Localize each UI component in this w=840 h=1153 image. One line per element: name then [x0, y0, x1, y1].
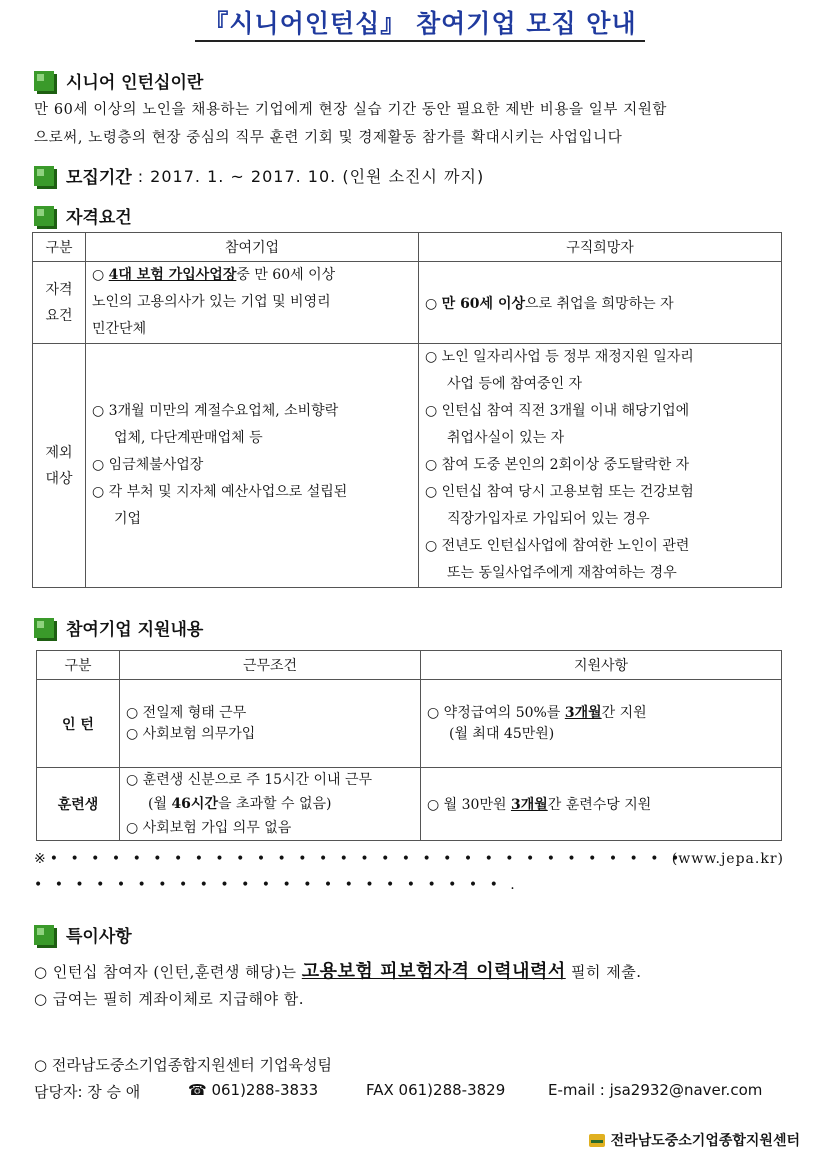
company-qualification: ○ 4대 보험 가입사업장중 만 60세 이상 노인의 고용의사가 있는 기업 및 비영리 민간단체: [86, 262, 419, 344]
contact-fax: FAX 061)288-3829: [366, 1081, 506, 1099]
special-note-2: ○ 급여는 필히 계좌이체로 지급해야 함.: [34, 990, 305, 1008]
support-table: 구분 근무조건 지원사항 인 턴 ○ 전일제 형태 근무 ○ 사회보험 의무가입 ○ 약정급여의 50%를 3개월간 지원 (월 최대 45만원) 훈련생 ○ 훈련생 신분으로 주 15시간 이내 근무 (월 46시간을 초과할 수 없음) ○ 사회보험 가입 의무 없음 ○ 월 30만원 3개월간 훈련수당 지원: [36, 650, 782, 841]
jepa-link[interactable]: (www.jepa.kr): [671, 851, 784, 867]
row-label-exclusion: 제외 대상: [33, 344, 86, 588]
org-logo-icon: [589, 1134, 605, 1147]
footnote-line-1: ※• • • • • • • • • • • • • • • • • • • • • • • • • • • • • • • (www.jepa.kr): [34, 851, 784, 867]
green-square-icon: [34, 71, 54, 91]
footer-logo: 전라남도중소기업종합지원센터: [589, 1130, 800, 1150]
green-square-icon: [34, 166, 54, 186]
contact-phone: ☎ 061)288-3833: [188, 1081, 319, 1099]
row-label-qualification: 자격 요건: [33, 262, 86, 344]
intern-support: ○ 약정급여의 50%를 3개월간 지원 (월 최대 45만원): [421, 680, 782, 768]
green-square-icon: [34, 206, 54, 226]
section-period: 모집기간 : 2017. 1. ~ 2017. 10. (인원 소진시 까지): [34, 163, 484, 188]
intro-text: 만 60세 이상의 노인을 채용하는 기업에게 현장 실습 기간 동안 필요한 제반 비용을 일부 지원함 으로써, 노령층의 현장 중심의 직무 훈련 기회 및 경제활동 참가를 확대시키는 사업입니다: [34, 102, 668, 146]
green-square-icon: [34, 618, 54, 638]
section-support: 참여기업 지원내용: [34, 615, 203, 640]
contact-person: 담당자: 장 승 애: [34, 1083, 141, 1101]
row-label-intern: 인 턴: [37, 680, 120, 768]
page-title: 『시니어인턴십』 참여기업 모집 안내: [0, 4, 840, 40]
footnote-line-2: • • • • • • • • • • • • • • • • • • • • • • • .: [34, 877, 519, 893]
qualification-table: 구분 참여기업 구직희망자 자격 요건 ○ 4대 보험 가입사업장중 만 60세 이상 노인의 고용의사가 있는 기업 및 비영리 민간단체 ○ 만 60세 이상으로 취업을 희망하는 자 제외 대상 ○ 3개월 미만의 계절수요업체, 소비향락 업체, 다단계판매업체 등 ○ 임금체불사업장 ○ 각 부처 및 지자체 예산사업으로 설립된 기업 ○ 노인 일자리사업 등 정부 재정지원 일자리 사업 등에 참여중인 자 ○ 인턴십 참여 직전 3개월 이내 해당기업에 취업사실이 있는 자 ○ 참여 도중 본인의 2회이상 중도탈락한 자 ○ 인턴십 참여 당시 고용보험 또는 건강보험 직장가입자로 가입되어 있는 경우 ○ 전년도 인턴십사업에 참여한 노인이 관련 또는 동일사업주에게 재참여하는 경우: [32, 232, 782, 588]
row-label-trainee: 훈련생: [37, 768, 120, 841]
contact-org: ○ 전라남도중소기업종합지원센터 기업육성팀: [34, 1056, 332, 1074]
seeker-qualification: ○ 만 60세 이상으로 취업을 희망하는 자: [419, 262, 782, 344]
section-qualification: 자격요건: [34, 203, 132, 228]
section-special: 특이사항: [34, 922, 132, 947]
section-about: 시니어 인턴십이란: [34, 68, 203, 93]
intern-conditions: ○ 전일제 형태 근무 ○ 사회보험 의무가입: [120, 680, 421, 768]
trainee-support: ○ 월 30만원 3개월간 훈련수당 지원: [421, 768, 782, 841]
seeker-exclusion: ○ 노인 일자리사업 등 정부 재정지원 일자리 사업 등에 참여중인 자 ○ 인턴십 참여 직전 3개월 이내 해당기업에 취업사실이 있는 자 ○ 참여 도중 본인의 2회이상 중도탈락한 자 ○ 인턴십 참여 당시 고용보험 또는 건강보험 직장가입자로 가입되어 있는 경우 ○ 전년도 인턴십사업에 참여한 노인이 관련 또는 동일사업주에게 재참여하는 경우: [419, 344, 782, 588]
special-note-1: ○ 인턴십 참여자 (인턴,훈련생 해당)는 고용보험 피보험자격 이력내력서 필히 제출.: [34, 961, 642, 982]
green-square-icon: [34, 925, 54, 945]
trainee-conditions: ○ 훈련생 신분으로 주 15시간 이내 근무 (월 46시간을 초과할 수 없음) ○ 사회보험 가입 의무 없음: [120, 768, 421, 841]
contact-email[interactable]: E-mail : jsa2932@naver.com: [548, 1081, 763, 1099]
company-exclusion: ○ 3개월 미만의 계절수요업체, 소비향락 업체, 다단계판매업체 등 ○ 임금체불사업장 ○ 각 부처 및 지자체 예산사업으로 설립된 기업: [86, 344, 419, 588]
